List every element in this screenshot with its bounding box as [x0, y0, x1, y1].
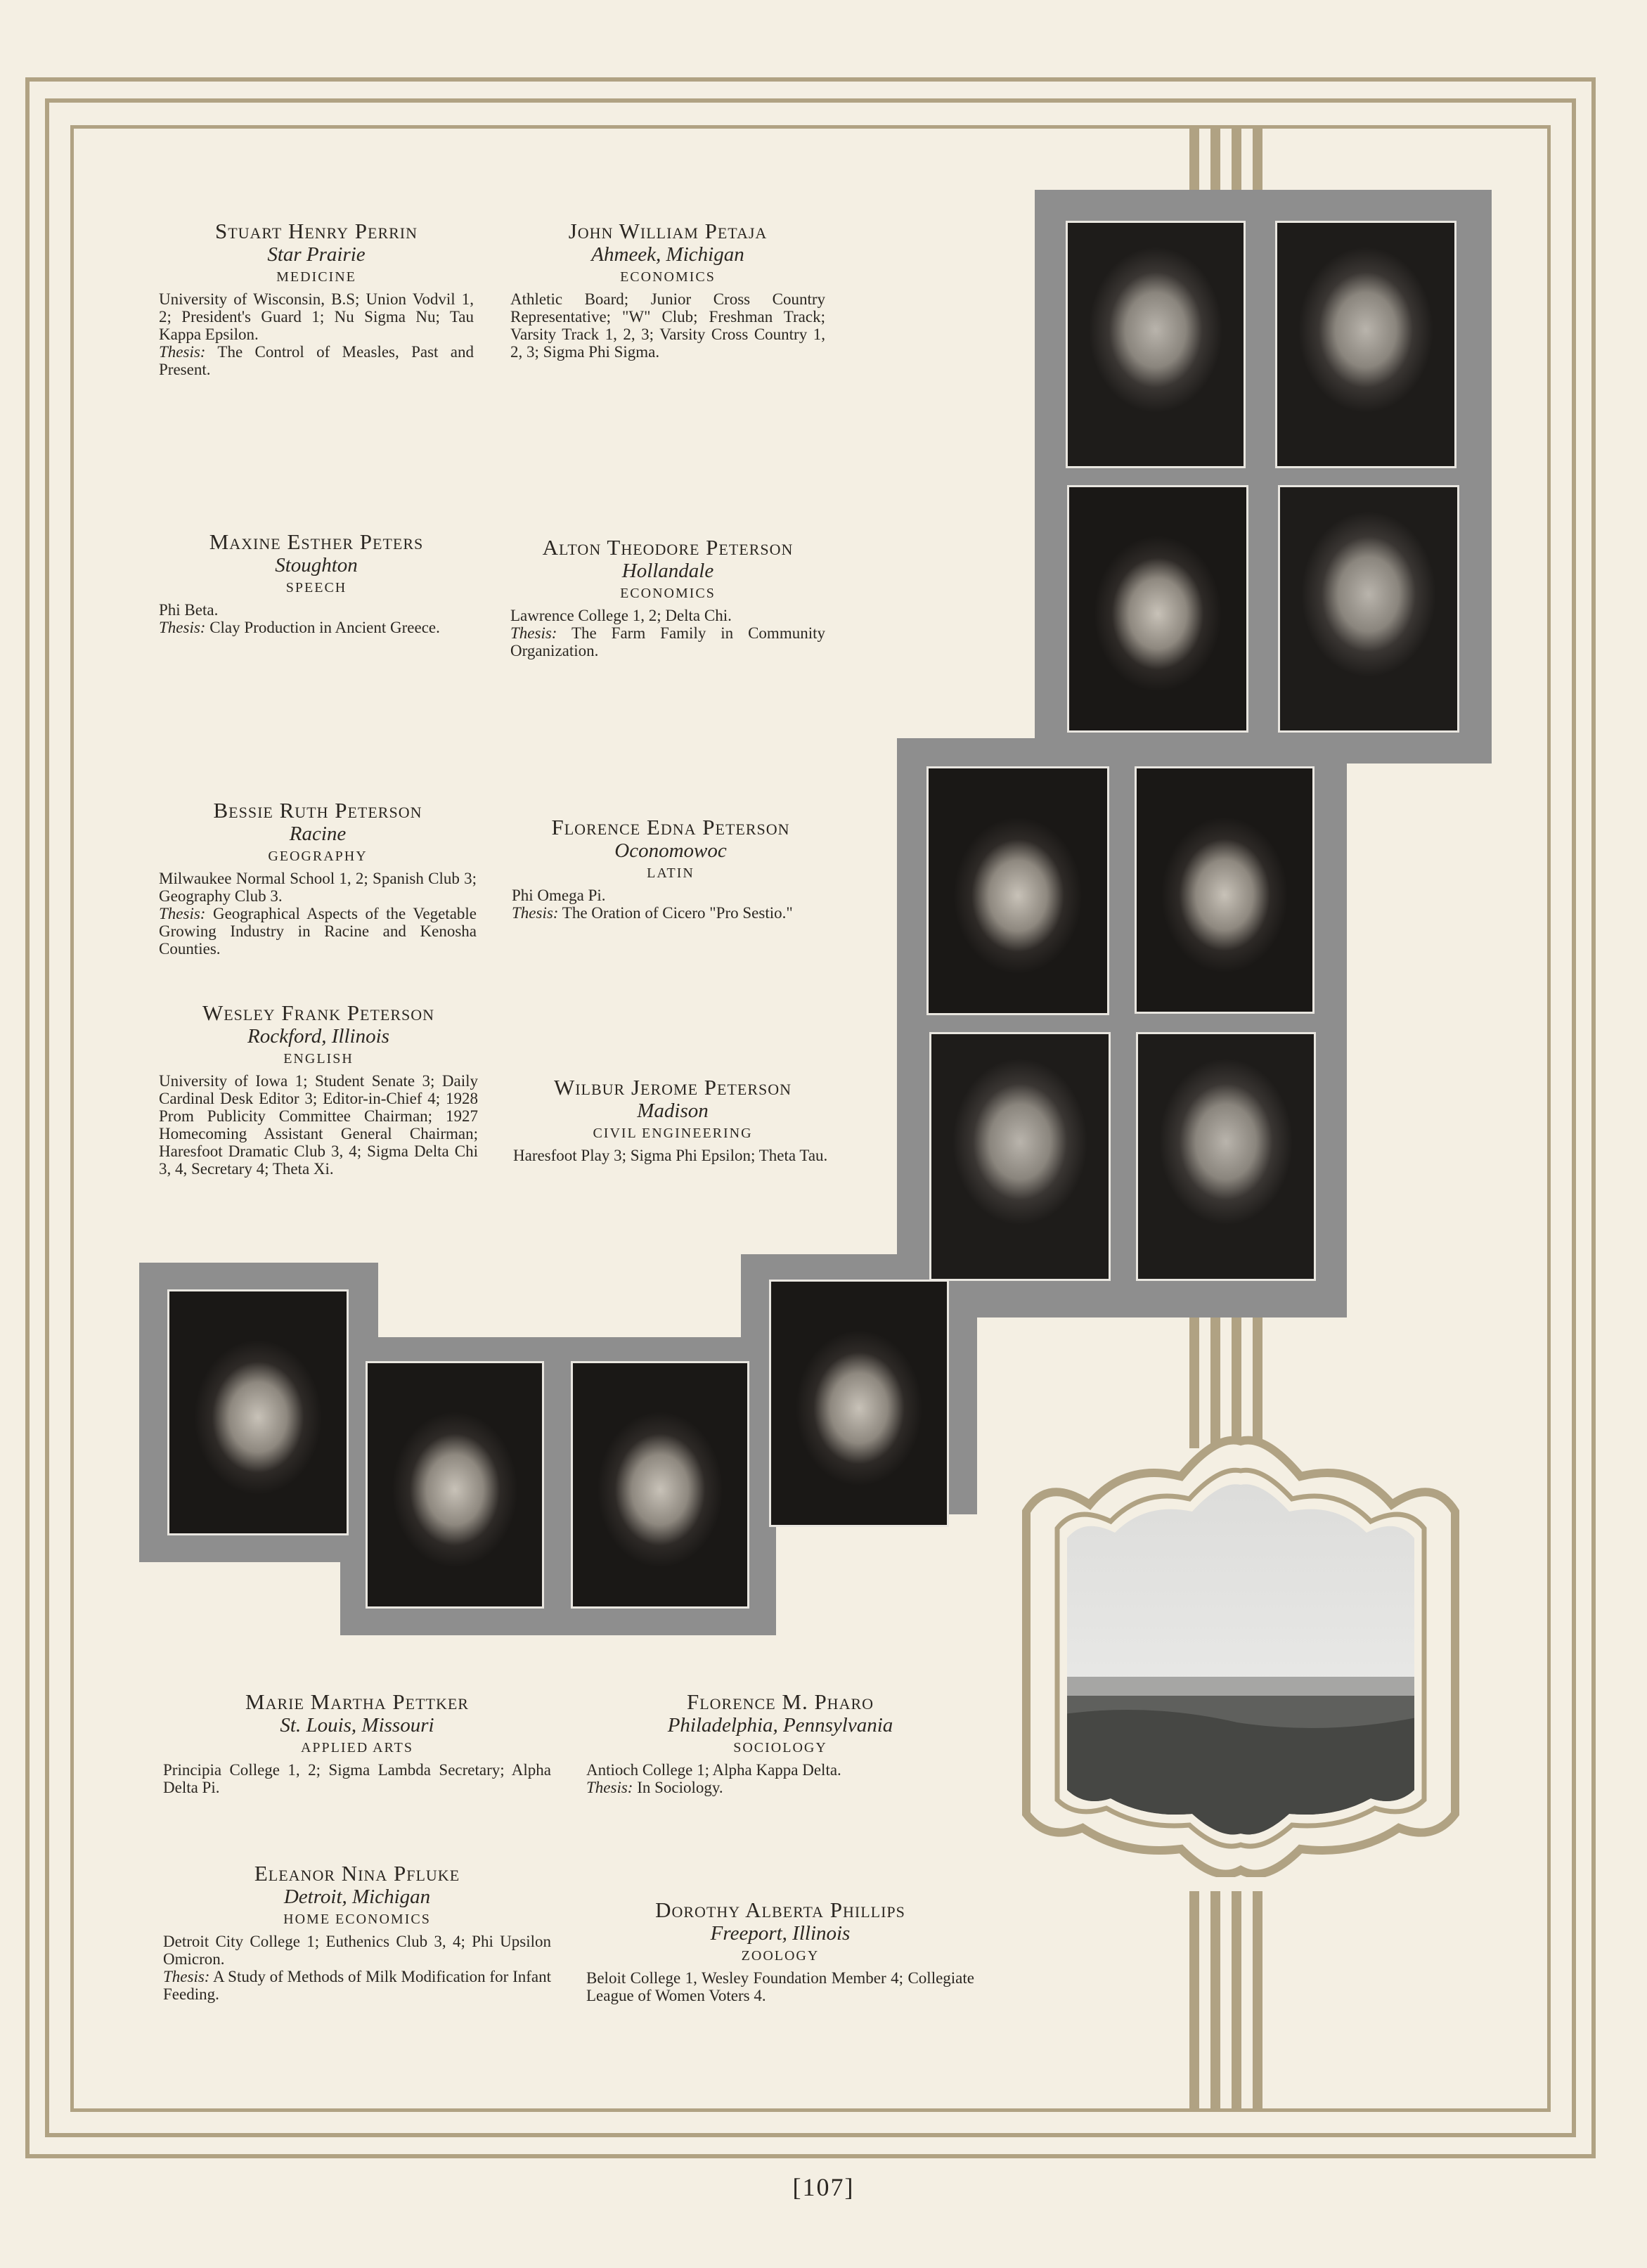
student-name: Florence Edna Peterson — [551, 815, 790, 839]
student-department: ENGLISH — [283, 1051, 354, 1067]
student-name: Wesley Frank Peterson — [202, 1000, 435, 1025]
portrait-photo — [1135, 766, 1315, 1014]
portrait-photo — [929, 1032, 1111, 1281]
ornament-bar — [1210, 1891, 1220, 2112]
student-entry — [510, 219, 825, 361]
student-hometown: Philadelphia, Pennsylvania — [667, 1714, 893, 1737]
student-name: Marie Martha Pettker — [245, 1689, 469, 1714]
student-entry — [159, 219, 474, 378]
portrait-photo — [1136, 1032, 1316, 1281]
student-name: Maxine Esther Peters — [209, 529, 424, 554]
student-hometown: Freeport, Illinois — [710, 1922, 851, 1945]
student-name: Dorothy Alberta Phillips — [655, 1897, 905, 1922]
ornament-bar — [1189, 1891, 1199, 2112]
student-department: LATIN — [647, 865, 695, 881]
student-hometown: Oconomowoc — [614, 839, 727, 862]
student-department: ECONOMICS — [620, 586, 716, 601]
student-description: Milwaukee Normal School 1, 2; Spanish Club 3; Geography Club 3. Thesis: Geographical Aspects of the Vegetable Growing Industry in Racine and Kenosha Counties. — [159, 870, 477, 958]
student-department: ECONOMICS — [620, 269, 716, 285]
student-entry — [512, 816, 829, 922]
ornament-bar — [1232, 1891, 1241, 2112]
student-description: Phi Beta. Thesis: Clay Production in Ancient Greece. — [159, 601, 440, 636]
student-hometown: Ahmeek, Michigan — [591, 243, 744, 266]
student-hometown: Star Prairie — [267, 243, 366, 266]
ornament-bar — [1253, 1315, 1262, 1448]
student-description: University of Iowa 1; Student Senate 3; Daily Cardinal Desk Editor 3; Editor-in-Chief 4; 1928 Prom Publicity Committee Chairman; 1927 Homecoming Assistant General Chairman; Haresfoot Dramatic Club 3, 4; Sigma Delta Chi 3, 4, Secretary 4; Theta Xi. — [159, 1072, 478, 1178]
student-hometown: Hollandale — [621, 560, 714, 582]
landscape-ornament — [1005, 1434, 1476, 1877]
ornament-bar — [1189, 1315, 1199, 1448]
portrait-photo — [769, 1280, 949, 1527]
student-hometown: Stoughton — [275, 554, 358, 576]
student-department: MEDICINE — [276, 269, 356, 285]
student-department: SOCIOLOGY — [733, 1740, 827, 1755]
student-entry — [163, 1690, 551, 1796]
student-name: John William Petaja — [568, 219, 768, 243]
student-entry — [163, 1862, 551, 2003]
portrait-photo — [1066, 221, 1246, 468]
student-name: Alton Theodore Peterson — [542, 535, 794, 560]
ornament-bar — [1210, 1315, 1220, 1448]
student-description: Beloit College 1, Wesley Foundation Member 4; Collegiate League of Women Voters 4. — [586, 1969, 974, 2004]
student-description: Principia College 1, 2; Sigma Lambda Secretary; Alpha Delta Pi. — [163, 1761, 551, 1796]
portrait-photo — [366, 1361, 544, 1609]
portrait-photo — [926, 766, 1109, 1015]
student-entry — [586, 1898, 974, 2004]
student-hometown: Rockford, Illinois — [247, 1025, 389, 1048]
portrait-photo — [571, 1361, 749, 1609]
student-description: Antioch College 1; Alpha Kappa Delta. Thesis: In Sociology. — [586, 1761, 841, 1796]
student-department: ZOOLOGY — [741, 1948, 820, 1964]
page-number: [107] — [792, 2173, 855, 2201]
student-name: Wilbur Jerome Peterson — [553, 1075, 792, 1100]
ornament-bar — [1189, 125, 1199, 193]
student-name: Eleanor Nina Pfluke — [254, 1861, 460, 1886]
student-description: Phi Omega Pi. Thesis: The Oration of Cicero "Pro Sestio." — [512, 887, 793, 922]
student-department: HOME ECONOMICS — [283, 1912, 431, 1927]
student-hometown: St. Louis, Missouri — [280, 1714, 434, 1737]
student-entry — [159, 530, 474, 636]
student-description: University of Wisconsin, B.S; Union Vodvil 1, 2; President's Guard 1; Nu Sigma Nu; Tau Kappa Epsilon. Thesis: The Control of Measles, Past and Present. — [159, 290, 474, 378]
student-name: Stuart Henry Perrin — [214, 219, 418, 243]
ornament-bar — [1253, 1891, 1262, 2112]
student-description: Haresfoot Play 3; Sigma Phi Epsilon; Theta Tau. — [513, 1147, 828, 1164]
student-entry — [159, 1001, 478, 1178]
student-department: APPLIED ARTS — [300, 1740, 414, 1755]
student-description: Lawrence College 1, 2; Delta Chi. Thesis: The Farm Family in Community Organization. — [510, 607, 825, 659]
student-description: Athletic Board; Junior Cross Country Representative; "W" Club; Freshman Track; Varsity Track 1, 2, 3; Varsity Cross Country 1, 2, 3; Sigma Phi Sigma. — [510, 290, 825, 361]
student-entry — [513, 1076, 832, 1164]
student-hometown: Detroit, Michigan — [283, 1886, 431, 1908]
portrait-photo — [1275, 221, 1457, 468]
ornament-bar — [1232, 125, 1241, 193]
student-department: CIVIL ENGINEERING — [593, 1126, 753, 1141]
student-hometown: Racine — [289, 823, 347, 845]
student-hometown: Madison — [637, 1100, 709, 1122]
student-name: Bessie Ruth Peterson — [213, 798, 422, 823]
student-entry — [586, 1690, 974, 1796]
portrait-photo — [167, 1289, 349, 1535]
student-department: SPEECH — [285, 580, 347, 595]
student-entry — [510, 536, 825, 659]
student-name: Florence M. Pharo — [686, 1689, 874, 1714]
student-department: GEOGRAPHY — [268, 849, 368, 864]
student-description: Detroit City College 1; Euthenics Club 3, 4; Phi Upsilon Omicron. Thesis: A Study of Methods of Milk Modification for Infant Feeding. — [163, 1933, 551, 2003]
portrait-photo — [1067, 485, 1248, 733]
ornament-bar — [1232, 1315, 1241, 1448]
portrait-photo — [1278, 485, 1459, 733]
student-entry — [159, 799, 477, 958]
ornament-bar — [1253, 125, 1262, 193]
ornament-bar — [1210, 125, 1220, 193]
